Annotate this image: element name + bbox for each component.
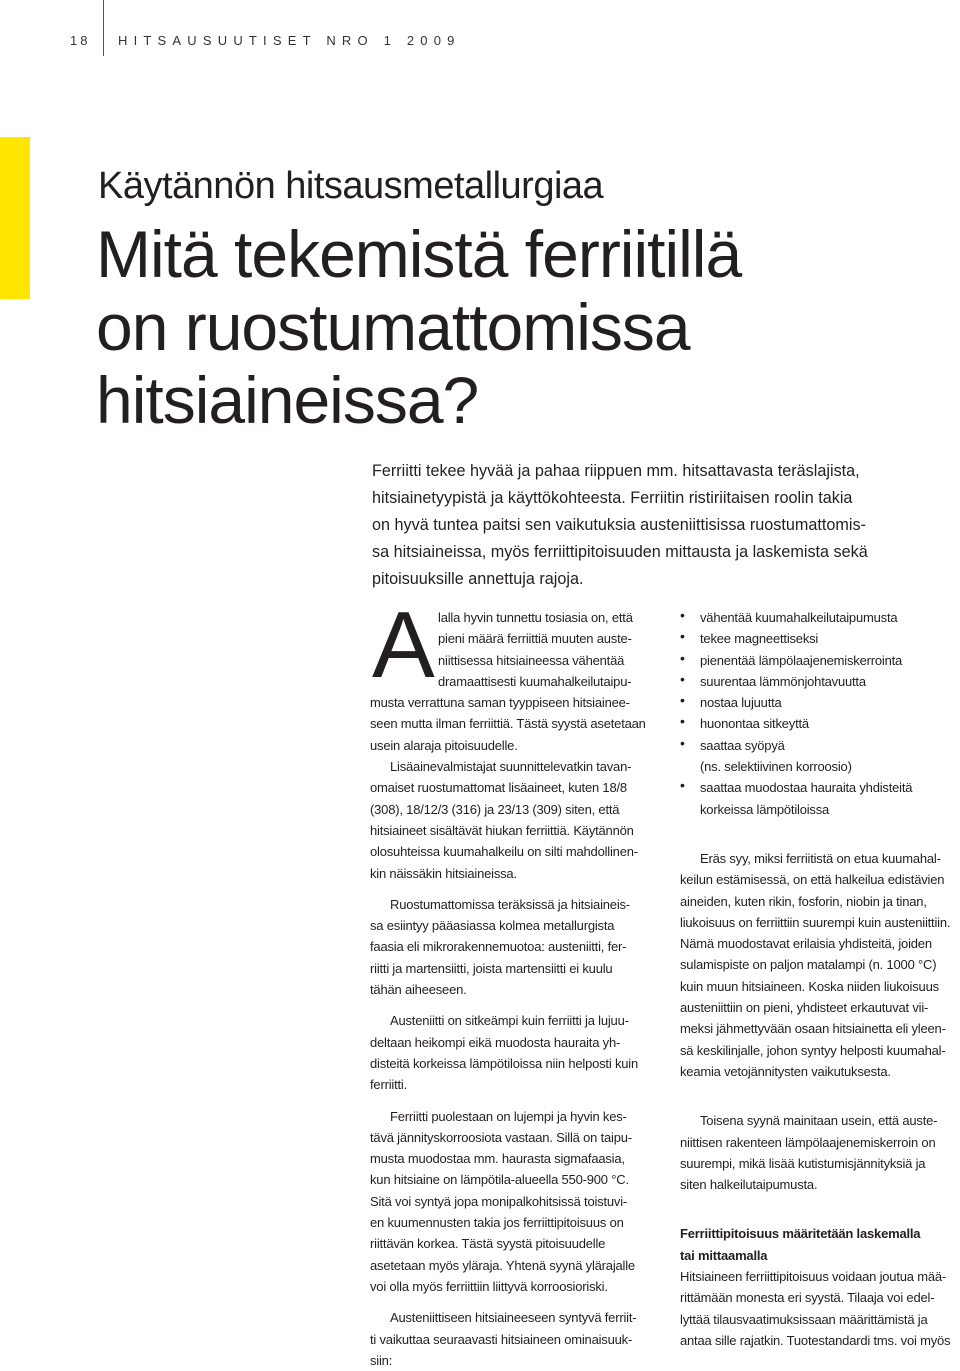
text-line: olosuhteissa kuumahalkeilu on silti mahdollinen-: [370, 844, 638, 860]
list-item: [680, 650, 960, 671]
text-line: (308), 18/12/3 (316) ja 23/13 (309) siten, että: [370, 801, 620, 817]
paragraph: [680, 1266, 960, 1351]
text-line: liukoisuus on ferriittiin suurempi kuin austeniittiin.: [680, 914, 951, 930]
text-line: • tekee magneettiseksi: [700, 631, 819, 647]
paragraph: [370, 756, 652, 884]
text-line: Ruostumattomissa teräksissä ja hitsiaineis-: [390, 896, 630, 912]
text-line: Ferriitti puolestaan on lujempi ja hyvin kes-: [390, 1108, 627, 1124]
text-line: • saattaa muodostaa hauraita yhdisteitä: [700, 780, 913, 796]
text-line: meksi jähmettyvään osaan hitsiainetta eli yleen-: [680, 1021, 946, 1037]
headline-line: on ruostumattomissa: [96, 290, 690, 364]
article-kicker: Käytännön hitsausmetallurgiaa: [98, 165, 604, 207]
text-line: tävä jännityskorroosiota vastaan. Sillä on taipu-: [370, 1129, 632, 1145]
body-column-left: [370, 607, 652, 1371]
list-item: [680, 777, 960, 820]
text-line: Toisena syynä mainitaan usein, että auste-: [700, 1113, 938, 1129]
text-line: siin:: [370, 1352, 393, 1368]
text-line: antaa sille rajatkin. Tuotestandardi tms. voi myös: [680, 1332, 951, 1348]
text-line: kin näissäkin hitsiaineissa.: [370, 865, 517, 881]
text-line: musta muodostaa mm. haurasta sigmafaasia,: [370, 1151, 625, 1167]
text-line: aineiden, kuten rikin, fosforin, niobin ja tinan,: [680, 893, 927, 909]
list-item: [680, 692, 960, 713]
lead-line: pitoisuuksille annettuja rajoja.: [372, 570, 584, 588]
list-item: [680, 735, 960, 778]
text-line: Sitä voi syntyä jopa monipalkohitsissä toistuvi-: [370, 1193, 628, 1209]
text-line: sa esiintyy pääasiassa kolmea metallurgista: [370, 918, 615, 934]
text-line: Nämä muodostavat erilaisia yhdisteitä, joiden: [680, 936, 932, 952]
lead-line: hitsiainetyypistä ja käyttökohteesta. Ferriitin ristiriitaisen roolin takia: [372, 489, 853, 507]
text-line: seen mutta ilman ferriittiä. Tästä syystä asetetaan: [370, 716, 646, 732]
text-line: keamia vetojännitysten vaikutuksesta.: [680, 1063, 891, 1079]
paragraph: [370, 1307, 652, 1371]
text-line: (ns. selektiivinen korroosio): [700, 759, 852, 775]
text-line: kun hitsiaine on lämpötila-alueella 550-900 °C.: [370, 1172, 629, 1188]
text-line: kuin muun hitsiaineen. Koska niiden liukoisuus: [680, 978, 939, 994]
body-column-right: [680, 607, 960, 1351]
text-line: ti vaikuttaa seuraavasti hitsiaineen ominaisuuk-: [370, 1331, 633, 1347]
text-line: niittisen rakenteen lämpölaajenemiskerroin on: [680, 1134, 936, 1150]
article-headline: [96, 218, 741, 437]
text-line: asetetaan myös yläraja. Yhtenä syynä ylärajalle: [370, 1257, 635, 1273]
text-line: sä keskilinjalle, johon syntyy helposti kuumahal-: [680, 1042, 946, 1058]
text-line: dramaattisesti kuumahalkeilutaipu-: [438, 673, 632, 689]
page-header: [0, 0, 960, 60]
lead-line: sa hitsiaineissa, myös ferriittipitoisuuden mittausta ja laskemista sekä: [372, 543, 868, 561]
lead-line: Ferriitti tekee hyvää ja pahaa riippuen mm. hitsattavasta teräslajista,: [372, 462, 860, 480]
text-line: hitsiaineet sisältävät hiukan ferriittiä. Käytännön: [370, 822, 634, 838]
text-line: • vähentää kuumahalkeilutaipumusta: [700, 610, 898, 625]
text-line: tähän aiheeseen.: [370, 982, 467, 998]
text-line: usein alaraja pitoisuudelle.: [370, 737, 518, 753]
paragraph: [370, 607, 652, 756]
lead-line: on hyvä tuntea paitsi sen vaikutuksia austeniittisissa ruostumattomis-: [372, 516, 866, 534]
text-line: pieni määrä ferriittiä muuten auste-: [438, 631, 632, 647]
paragraph: [370, 894, 652, 1000]
text-line: disteitä korkeissa lämpötiloissa niin helposti kuin: [370, 1055, 638, 1071]
paragraph: [370, 1010, 652, 1095]
text-line: keilun estämisessä, on että halkeilua edistävien: [680, 872, 945, 888]
text-line: rittämään monesta eri syystä. Tilaaja voi edel-: [680, 1290, 935, 1306]
header-divider: [103, 0, 104, 56]
text-line: Lisäainevalmistajat suunnittelevatkin tavan-: [390, 759, 632, 775]
text-line: sulamispiste on paljon matalampi (n. 1000 °C): [680, 957, 937, 973]
paragraph: [370, 1106, 652, 1298]
section-subheading: [680, 1223, 960, 1266]
headline-line: Mitä tekemistä ferriitillä: [96, 217, 742, 291]
text-line: suurempi, mikä lisää kutistumisjännityksiä ja: [680, 1155, 926, 1171]
text-line: voi olla myös ferriittiin liittyvä korroosioriski.: [370, 1278, 608, 1294]
text-line: austeniittiin on pieni, yhdisteet erkautuvat vii-: [680, 1000, 929, 1016]
text-line: korkeissa lämpötiloissa: [700, 801, 830, 817]
paragraph: [680, 1110, 960, 1195]
subheading-line: Ferriittipitoisuus määritetään laskemalla: [680, 1226, 921, 1242]
text-line: riittävän korkea. Tästä syystä pitoisuudelle: [370, 1236, 606, 1252]
list-item: [680, 607, 960, 628]
headline-line: hitsiaineissa?: [96, 363, 479, 437]
text-line: Austeniittiseen hitsiaineeseen syntyvä ferriit-: [390, 1310, 637, 1326]
text-line: niittisessa hitsiaineessa vähentää: [438, 652, 625, 668]
text-line: deltaan heikompi eikä muodosta hauraita yh-: [370, 1034, 621, 1050]
text-line: Hitsiaineen ferriittipitoisuus voidaan joutua mää-: [680, 1269, 947, 1285]
subheading-line: tai mittaamalla: [680, 1247, 768, 1263]
list-item: [680, 713, 960, 734]
text-line: • pienentää lämpölaajenemiskerrointa: [700, 652, 903, 668]
text-line: • suurentaa lämmönjohtavuutta: [700, 673, 866, 689]
list-item: [680, 671, 960, 692]
text-line: lalla hyvin tunnettu tosiasia on, että: [438, 610, 633, 625]
drop-cap: A: [372, 592, 433, 697]
text-line: omaiset ruostumattomat lisäaineet, kuten 18/8: [370, 780, 627, 796]
list-item: [680, 628, 960, 649]
text-line: riitti ja martensiitti, joista martensiitti ei kuulu: [370, 960, 613, 976]
text-line: faasia eli mikrorakennemuotoa: austeniitti, fer-: [370, 939, 627, 955]
text-line: • nostaa lujuutta: [700, 695, 782, 711]
text-line: Eräs syy, miksi ferriitistä on etua kuumahal-: [700, 850, 941, 866]
text-line: musta verrattuna saman tyyppiseen hitsiainee-: [370, 695, 630, 711]
text-line: Austeniitti on sitkeämpi kuin ferriitti ja lujuu-: [390, 1013, 629, 1029]
property-list: [680, 607, 960, 820]
accent-bar: [0, 137, 30, 299]
publication-name: HITSAUSUUTISET NRO 1 2009: [118, 33, 461, 48]
text-line: ferriitti.: [370, 1077, 408, 1093]
text-line: en kuumennusten takia jos ferriittipitoisuus on: [370, 1215, 624, 1231]
page-number: 18: [70, 33, 91, 48]
text-line: lyttää tilausvaatimuksissaan määrittämistä ja: [680, 1311, 928, 1327]
text-line: • saattaa syöpyä: [700, 737, 785, 753]
text-line: • huonontaa sitkeyttä: [700, 716, 809, 732]
paragraph: [680, 848, 960, 1082]
article-lead: [372, 458, 937, 593]
text-line: siten halkeilutaipumusta.: [680, 1177, 818, 1193]
